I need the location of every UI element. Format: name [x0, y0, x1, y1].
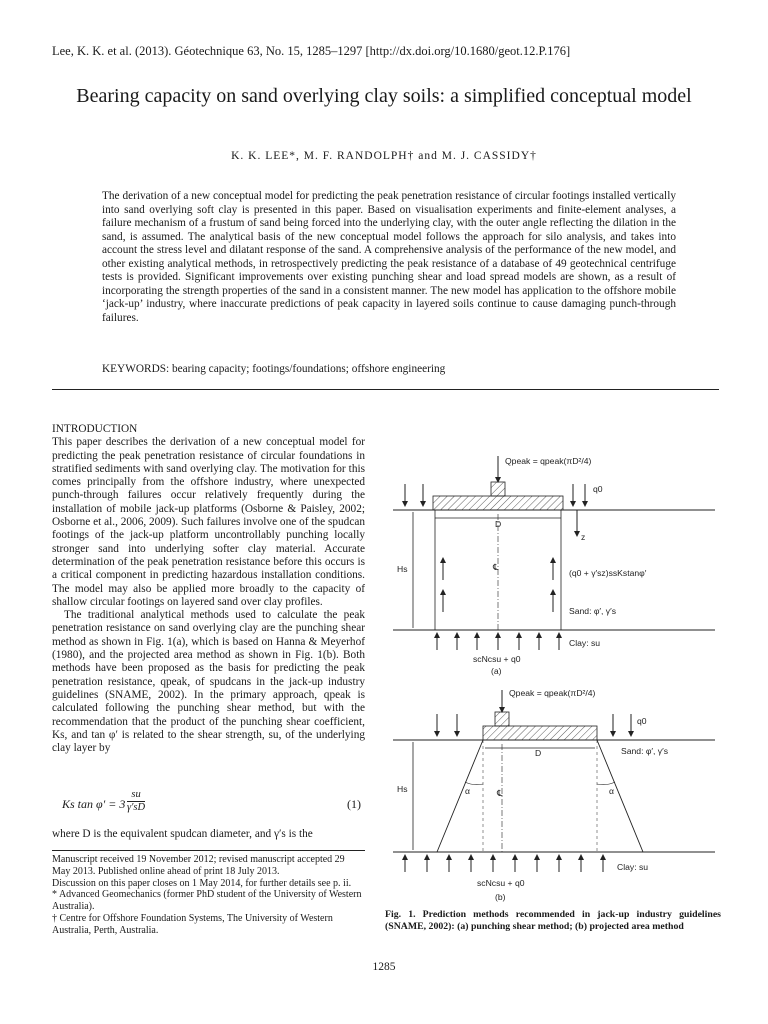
intro-paragraph-1: This paper describes the derivation of a new conceptual model for predicting the peak penetration resistance of circular foundations in stratified sediments with sand overlying clay. The motivation for this comes principally from the offshore industry, where unexpected punch-through failures occur relatively frequently during the installation of mobile jack-up platforms (Osborne & Paisley, 2002; Osborne et al., 2006, 2009). Such failures involve one of the spudcan footings of the jack-up platform uncontrollably punching locally stronger sand into underlying softer clay material. Accurate determination of the peak penetration resistance before this occurs is a critical component in predicting hazardous installation conditions. The model may also be applied more broadly to the capacity of shallow circular footings on layered sand over clay profiles.	[52, 436, 365, 608]
equation-1	[52, 789, 365, 817]
paper-title: Bearing capacity on sand overlying clay soils: a simplified conceptual model	[76, 85, 692, 107]
panel-b-centreline: ℄	[497, 788, 503, 798]
left-column	[52, 423, 365, 755]
panel-a-base-label: scNcsu + q0	[473, 654, 521, 664]
equation-number: (1)	[347, 797, 361, 811]
panel-b-q0-label: q0	[637, 716, 647, 726]
footnote-received: Manuscript received 19 November 2012; revised manuscript accepted 29 May 2013. Published online ahead of print 18 July 2013.	[52, 854, 345, 877]
section-heading: INTRODUCTION	[52, 423, 138, 435]
keywords: KEYWORDS: bearing capacity; footings/foundations; offshore engineering	[102, 363, 446, 375]
panel-a-sand-label: Sand: φ′, γ′s	[569, 606, 617, 616]
panel-a-d-label: D	[495, 519, 502, 529]
panel-b-clay-label: Clay: su	[617, 862, 649, 872]
panel-b-base-label: scNcsu + q0	[477, 878, 525, 888]
panel-a-centreline: ℄	[493, 562, 499, 572]
footnotes	[52, 854, 365, 937]
citation-line: Lee, K. K. et al. (2013). Géotechnique 63, No. 15, 1285–1297 [http://dx.doi.org/10.1680/geot.12.P.176]	[52, 44, 571, 58]
intro-paragraph-2: The traditional analytical methods used to calculate the peak penetration resistance on sand overlying clay are the punching shear method as shown in Fig. 1(a), which is based on Hanna & Meyerhof (1980), and the projected area method as shown in Fig. 1(b). Both methods have been proposed as the basis for predicting the peak penetration resistance, qpeak, of spudcans in the jack-up industry guidelines (SNAME, 2002). In the primary approach, qpeak is calculated following the punching shear method, but with the recommendation that the product of the punching shear coefficient, Ks, and tan φ′ is related to the shear strength, su, of the underlying clay layer by	[52, 609, 365, 755]
panel-b-d-label: D	[535, 748, 542, 758]
figure-caption: Fig. 1. Prediction methods recommended in jack-up industry guidelines (SNAME, 2002): (a) punching shear method; (b) projected area method	[385, 909, 721, 932]
panel-a-clay-label: Clay: su	[569, 638, 601, 648]
figure-1	[385, 452, 730, 907]
footnote-discussion: Discussion on this paper closes on 1 May 2014, for further details see p. ii.	[52, 877, 352, 889]
panel-b-tag: (b)	[495, 892, 506, 902]
panel-b-hs-label: Hs	[397, 784, 408, 794]
panel-b-alpha-right: α	[609, 786, 614, 796]
panel-a-tag: (a)	[491, 666, 502, 676]
panel-a-z-label: z	[581, 532, 586, 542]
footnote-affiliation-2: † Centre for Offshore Foundation Systems, The University of Western Australia, Perth, Australia.	[52, 912, 333, 936]
equation-fraction	[127, 789, 145, 814]
panel-b-load-label: Qpeak = qpeak(πD²/4)	[509, 688, 596, 698]
panel-a-q0-label: q0	[593, 484, 603, 494]
panel-a-hs-label: Hs	[397, 564, 408, 574]
abstract: The derivation of a new conceptual model for predicting the peak penetration resistance of circular footings installed vertically into sand overlying soft clay is presented in this paper. Based on visualisation experiments and finite-element analyses, a failure mechanism of a frustum of sand being forced into the underlying clay, with the outer angle reflecting the dilation in the sand, is assumed. The analytical basis of the new conceptual model follows the approach for silo analysis, and takes into account the stress level and dilatant response of the sand. A comprehensive analysis of the performance of the new model, and other existing analytical methods, in retrospectively predicting the peak resistance of a database of 49 geotechnical centrifuge tests is provided. Significant improvements over existing punching shear and load spread models are shown, as a result of incorporating the strength properties of the sand in a consistent manner. The new model has application to the offshore mobile ‘jack-up’ industry, where inaccurate predictions of peak capacity in layered soils continue to cause damaging punch-through failures.	[102, 190, 676, 324]
panel-b-alpha-left: α	[465, 786, 470, 796]
section-divider	[52, 389, 719, 390]
equation-denominator: γ′sD	[127, 802, 146, 813]
page-number: 1285	[372, 961, 396, 973]
post-equation-text: where D is the equivalent spudcan diameter, and γ′s is the	[52, 828, 313, 840]
equation-numerator: su	[127, 789, 145, 802]
panel-a-load-label: Qpeak = qpeak(πD²/4)	[505, 456, 592, 466]
panel-a-shear-label: (q0 + γ′sz)ssKstanφ′	[569, 568, 647, 578]
footnote-affiliation-1: * Advanced Geomechanics (former PhD student of the University of Western Australia).	[52, 889, 362, 913]
equation-lhs: Ks tan φ′ = 3	[62, 797, 126, 811]
footnote-divider	[52, 850, 365, 851]
panel-a	[393, 456, 715, 676]
panel-b	[393, 688, 715, 902]
panel-b-sand-label: Sand: φ′, γ′s	[621, 746, 669, 756]
author-list: K. K. LEE*, M. F. RANDOLPH† and M. J. CASSIDY†	[231, 150, 537, 162]
